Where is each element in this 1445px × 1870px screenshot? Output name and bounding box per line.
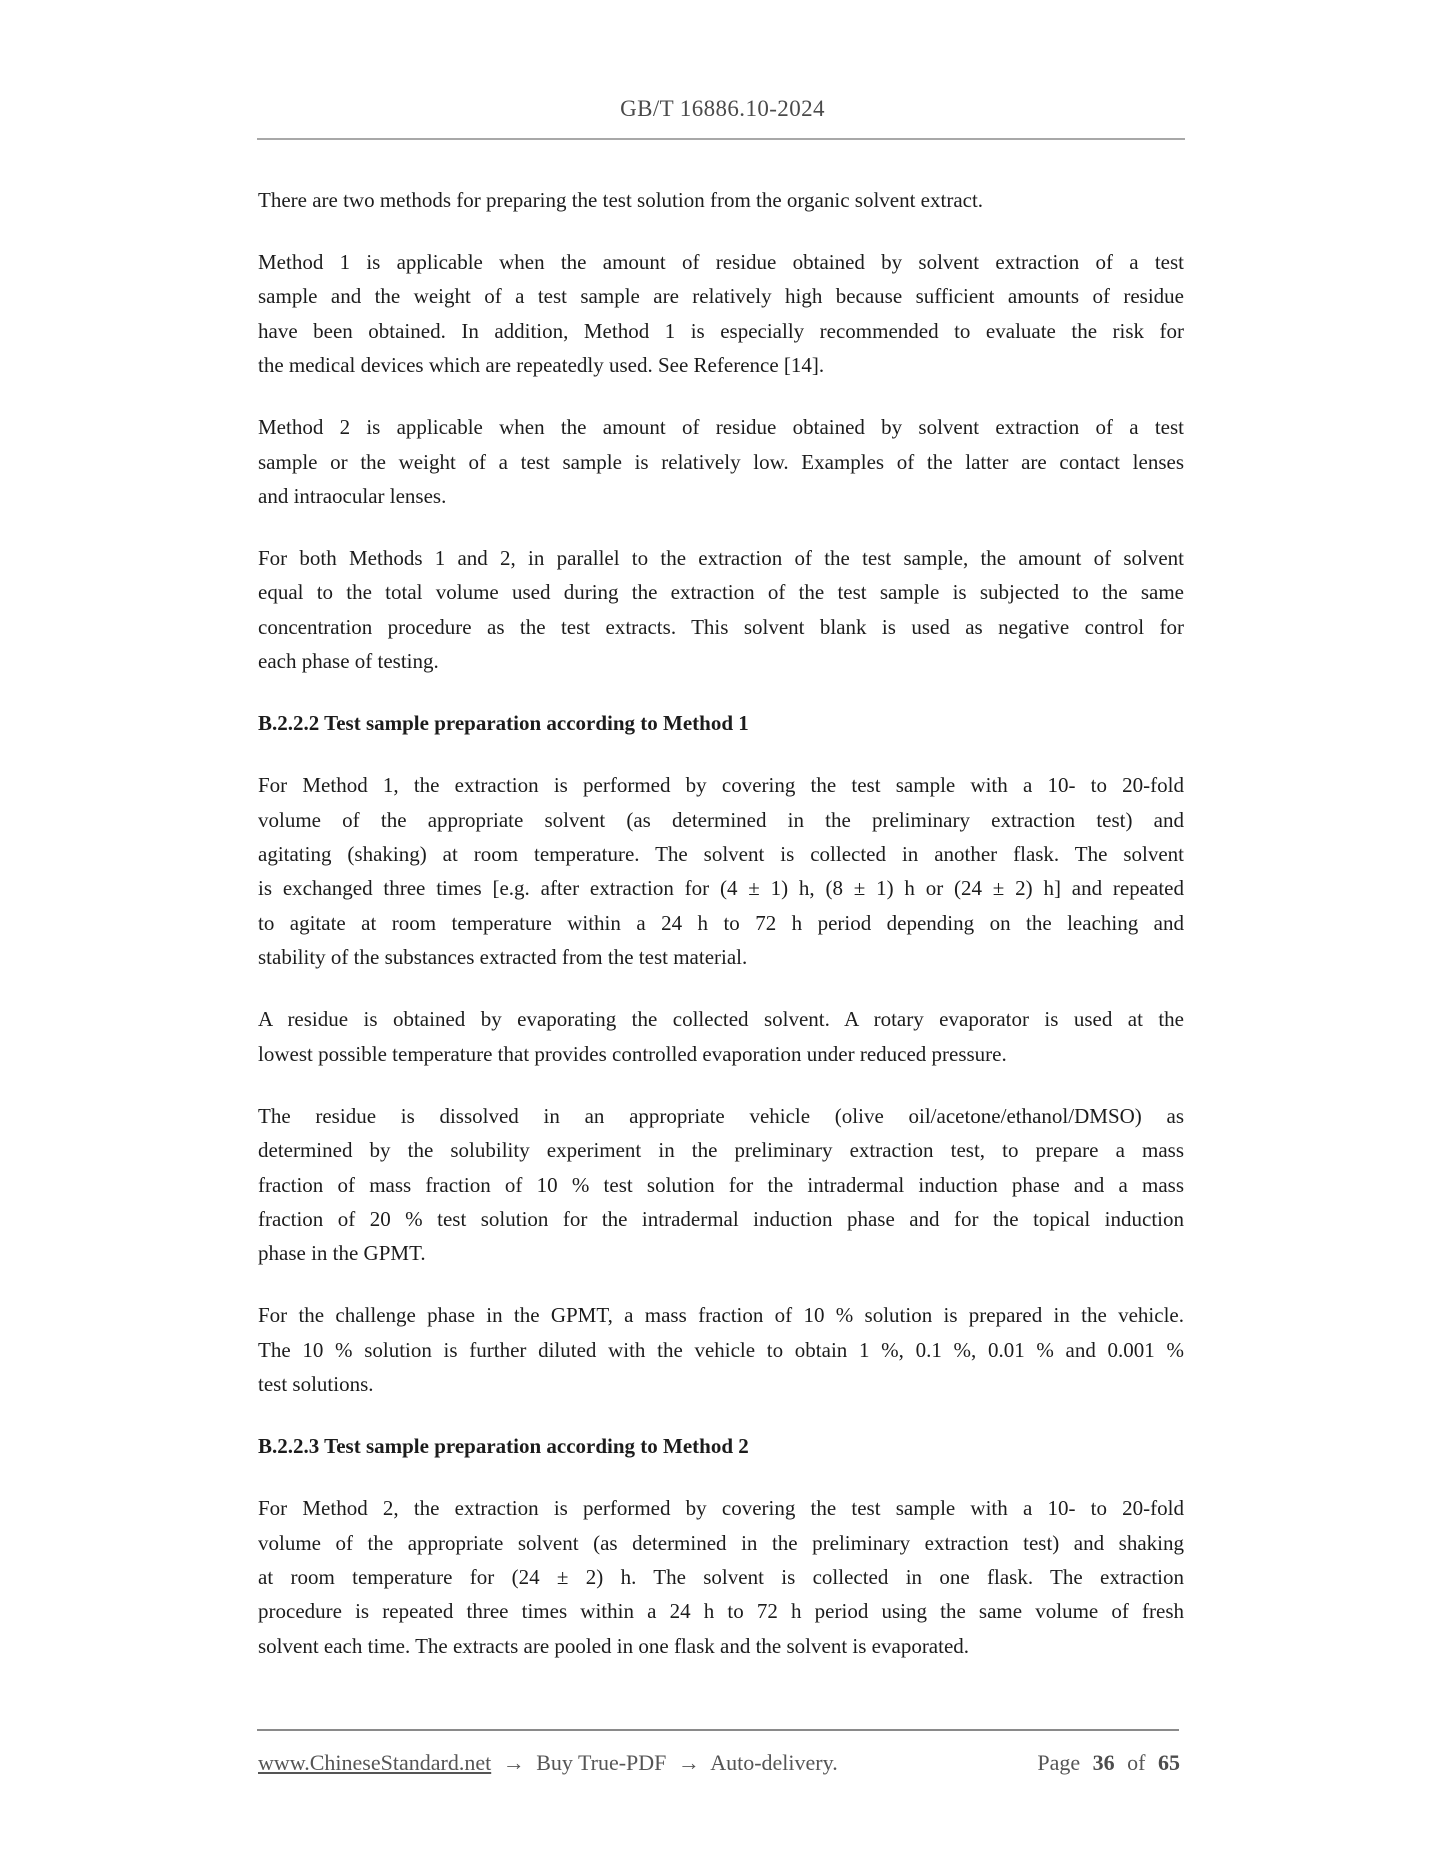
page-label: Page bbox=[1037, 1750, 1081, 1775]
page-total-number: 65 bbox=[1158, 1750, 1180, 1775]
text-line: B.2.2.2 Test sample preparation according to Method 1 bbox=[258, 711, 749, 736]
section-heading bbox=[258, 706, 1184, 740]
text-line: the medical devices which are repeatedly used. See Reference [14]. bbox=[258, 353, 825, 378]
footer-action-buy: Buy True-PDF bbox=[536, 1750, 667, 1775]
text-line: solvent each time. The extracts are pooled in one flask and the solvent is evaporated. bbox=[258, 1633, 970, 1658]
text-line: There are two methods for preparing the test solution from the organic solvent extract. bbox=[258, 188, 984, 212]
paragraph bbox=[258, 541, 1184, 679]
footer-divider-rule bbox=[257, 1729, 1179, 1731]
text-line: stability of the substances extracted from the test material. bbox=[258, 945, 748, 970]
text-line: volume of the appropriate solvent (as determined in the preliminary extraction test) and shaking bbox=[258, 1530, 1184, 1555]
footer-promo bbox=[258, 1746, 844, 1779]
text-line: each phase of testing. bbox=[258, 649, 439, 674]
text-line: The residue is dissolved in an appropriate vehicle (olive oil/acetone/ethanol/DMSO) as bbox=[258, 1103, 1184, 1128]
footer-action-delivery: Auto-delivery. bbox=[710, 1750, 838, 1775]
text-line: at room temperature for (24 ± 2) h. The solvent is collected in one flask. The extraction bbox=[258, 1564, 1184, 1589]
right-arrow-icon: → bbox=[502, 1750, 525, 1775]
text-line: Method 1 is applicable when the amount of residue obtained by solvent extraction of a test bbox=[258, 250, 1184, 274]
text-line: sample and the weight of a test sample are relatively high because sufficient amounts of residue bbox=[258, 284, 1184, 309]
site-link[interactable]: www.ChineseStandard.net bbox=[258, 1750, 492, 1775]
document-body bbox=[258, 183, 1184, 1691]
page-current-number: 36 bbox=[1092, 1750, 1115, 1775]
text-line: equal to the total volume used during the extraction of the test sample is subjected to the same bbox=[258, 580, 1184, 605]
text-line: agitating (shaking) at room temperature. The solvent is collected in another flask. The solvent bbox=[258, 842, 1184, 867]
text-line: determined by the solubility experiment in the preliminary extraction test, to prepare a mass bbox=[258, 1138, 1184, 1163]
text-line: have been obtained. In addition, Method 1 is especially recommended to evaluate the risk for bbox=[258, 318, 1184, 343]
text-line: test solutions. bbox=[258, 1372, 374, 1397]
page-number-indicator bbox=[1030, 1746, 1180, 1779]
paragraph bbox=[258, 1002, 1184, 1071]
text-line: For the challenge phase in the GPMT, a mass fraction of 10 % solution is prepared in the vehicle. bbox=[258, 1303, 1184, 1328]
paragraph bbox=[258, 410, 1184, 513]
paragraph bbox=[258, 1491, 1184, 1663]
text-line: The 10 % solution is further diluted with the vehicle to obtain 1 %, 0.1 %, 0.01 % and 0.001 % bbox=[258, 1337, 1184, 1362]
text-line: fraction of mass fraction of 10 % test solution for the intradermal induction phase and a mass bbox=[258, 1172, 1184, 1197]
paragraph bbox=[258, 1099, 1184, 1271]
text-line: For Method 2, the extraction is performed by covering the test sample with a 10- to 20-fold bbox=[258, 1496, 1184, 1521]
text-line: B.2.2.3 Test sample preparation according to Method 2 bbox=[258, 1434, 749, 1459]
paragraph bbox=[258, 768, 1184, 974]
text-line: is exchanged three times [e.g. after extraction for (4 ± 1) h, (8 ± 1) h or (24 ± 2) h] and repeated bbox=[258, 876, 1184, 901]
paragraph bbox=[258, 1298, 1184, 1401]
page-header-standard-code: GB/T 16886.10-2024 bbox=[620, 96, 825, 121]
text-line: For Method 1, the extraction is performed by covering the test sample with a 10- to 20-fold bbox=[258, 773, 1184, 798]
right-arrow-icon: → bbox=[677, 1750, 700, 1775]
text-line: lowest possible temperature that provides controlled evaporation under reduced pressure. bbox=[258, 1041, 1007, 1066]
text-line: to agitate at room temperature within a 24 h to 72 h period depending on the leaching and bbox=[258, 910, 1184, 935]
paragraph bbox=[258, 183, 1184, 217]
header-divider-rule bbox=[257, 138, 1185, 140]
text-line: fraction of 20 % test solution for the intradermal induction phase and for the topical induction bbox=[258, 1206, 1184, 1231]
text-line: volume of the appropriate solvent (as determined in the preliminary extraction test) and bbox=[258, 807, 1184, 832]
text-line: sample or the weight of a test sample is relatively low. Examples of the latter are contact lenses bbox=[258, 449, 1184, 474]
page-footer bbox=[258, 1746, 1180, 1779]
paragraph bbox=[258, 245, 1184, 383]
text-line: procedure is repeated three times within a 24 h to 72 h period using the same volume of fresh bbox=[258, 1599, 1184, 1624]
text-line: concentration procedure as the test extracts. This solvent blank is used as negative control for bbox=[258, 614, 1184, 639]
text-line: Method 2 is applicable when the amount of residue obtained by solvent extraction of a test bbox=[258, 415, 1184, 440]
text-line: phase in the GPMT. bbox=[258, 1241, 426, 1266]
text-line: A residue is obtained by evaporating the collected solvent. A rotary evaporator is used at the bbox=[258, 1007, 1184, 1032]
text-line: For both Methods 1 and 2, in parallel to the extraction of the test sample, the amount of solvent bbox=[258, 546, 1184, 571]
page-of-label: of bbox=[1127, 1750, 1146, 1775]
text-line: and intraocular lenses. bbox=[258, 484, 447, 509]
section-heading bbox=[258, 1429, 1184, 1463]
